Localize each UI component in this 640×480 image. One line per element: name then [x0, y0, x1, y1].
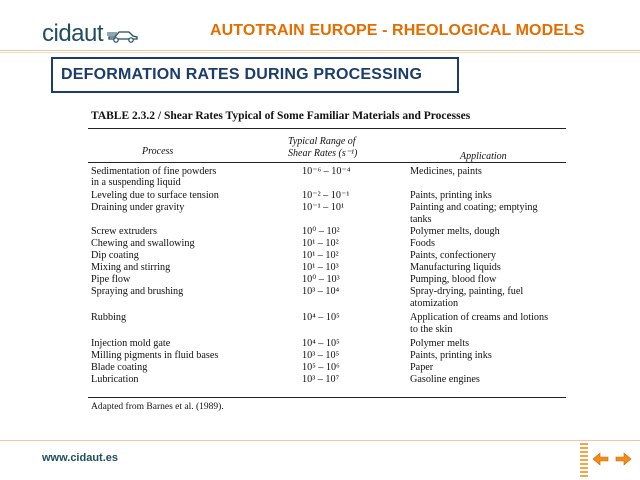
cell-shear-rate-range: 10⁵ – 10⁶	[302, 362, 340, 373]
cell-process: Draining under gravity	[91, 202, 185, 213]
footer-website-link[interactable]: www.cidaut.es	[42, 452, 119, 464]
table-source-note: Adapted from Barnes et al. (1989).	[91, 402, 224, 412]
table-top-rule	[88, 128, 566, 129]
cell-application: Polymer melts	[410, 338, 470, 349]
cell-process: Lubrication	[91, 374, 139, 385]
column-header-process: Process	[142, 146, 174, 157]
cell-application: Painting and coating; emptying	[410, 202, 538, 213]
cell-shear-rate-range: 10⁴ – 10⁵	[302, 312, 340, 323]
cell-shear-rate-range: 10³ – 10⁴	[302, 286, 340, 297]
cell-application: atomization	[410, 298, 459, 309]
header-divider-secondary	[0, 52, 640, 53]
cell-shear-rate-range: 10¹ – 10³	[302, 262, 339, 273]
cell-application: Medicines, paints	[410, 166, 482, 177]
next-arrow-icon[interactable]	[614, 450, 632, 468]
cell-shear-rate-range: 10¹ – 10²	[302, 238, 339, 249]
cell-process: Screw extruders	[91, 226, 157, 237]
column-header-range-line2: Shear Rates (s⁻¹)	[288, 148, 358, 159]
cell-application: tanks	[410, 214, 432, 225]
cell-process: Milling pigments in fluid bases	[91, 350, 219, 361]
cell-process: Leveling due to surface tension	[91, 190, 219, 201]
cell-shear-rate-range: 10⁻⁶ – 10⁻⁴	[302, 166, 351, 177]
car-logo-icon	[107, 24, 139, 44]
cell-application: to the skin	[410, 324, 453, 335]
previous-arrow-icon[interactable]	[592, 450, 610, 468]
footer-stripes-decoration	[580, 443, 588, 478]
cell-process: Rubbing	[91, 312, 127, 323]
cell-shear-rate-range: 10³ – 10⁷	[302, 374, 340, 385]
cell-shear-rate-range: 10⁻² – 10⁻¹	[302, 190, 350, 201]
cell-process: in a suspending liquid	[91, 177, 181, 188]
section-title: DEFORMATION RATES DURING PROCESSING	[61, 66, 423, 83]
table-bottom-rule	[88, 397, 566, 398]
cell-process: Mixing and stirring	[91, 262, 171, 273]
cell-process: Blade coating	[91, 362, 148, 373]
column-header-application: Application	[460, 151, 507, 162]
scanned-table	[88, 110, 568, 420]
slide-header	[0, 0, 640, 50]
cell-shear-rate-range: 10⁻¹ – 10¹	[302, 202, 345, 213]
column-header-range-line1: Typical Range of	[288, 136, 356, 147]
cell-application: Paints, confectionery	[410, 250, 497, 261]
cell-process: Sedimentation of fine powders	[91, 166, 217, 177]
table-caption	[91, 110, 470, 122]
cidaut-logo	[42, 20, 139, 48]
cell-application: Paper	[410, 362, 434, 373]
cell-application: Application of creams and lotions	[410, 312, 549, 323]
cell-shear-rate-range: 10¹ – 10²	[302, 250, 339, 261]
presentation-title: AUTOTRAIN EUROPE - RHEOLOGICAL MODELS	[210, 22, 585, 39]
section-title-box	[51, 57, 459, 93]
cell-application: Polymer melts, dough	[410, 226, 500, 237]
cell-application: Spray-drying, painting, fuel	[410, 286, 524, 297]
cell-shear-rate-range: 10⁰ – 10³	[302, 274, 340, 285]
cell-process: Chewing and swallowing	[91, 238, 195, 249]
cell-application: Manufacturing liquids	[410, 262, 501, 273]
cell-shear-rate-range: 10⁴ – 10⁵	[302, 338, 340, 349]
footer-divider	[0, 440, 640, 441]
cell-application: Foods	[410, 238, 435, 249]
cell-application: Paints, printing inks	[410, 350, 492, 361]
cell-application: Gasoline engines	[410, 374, 480, 385]
cell-process: Dip coating	[91, 250, 139, 261]
cell-shear-rate-range: 10⁰ – 10²	[302, 226, 340, 237]
header-divider	[0, 50, 640, 51]
logo-text: cidaut	[42, 20, 104, 47]
table-caption-text: Shear Rates Typical of Some Familiar Materials and Processes	[161, 110, 471, 122]
table-header-rule	[88, 162, 566, 163]
cell-process: Spraying and brushing	[91, 286, 184, 297]
cell-process: Injection mold gate	[91, 338, 171, 349]
cell-shear-rate-range: 10³ – 10⁵	[302, 350, 340, 361]
cell-process: Pipe flow	[91, 274, 131, 285]
table-caption-number: TABLE 2.3.2 /	[91, 110, 162, 122]
cell-application: Pumping, blood flow	[410, 274, 497, 285]
cell-application: Paints, printing inks	[410, 190, 492, 201]
